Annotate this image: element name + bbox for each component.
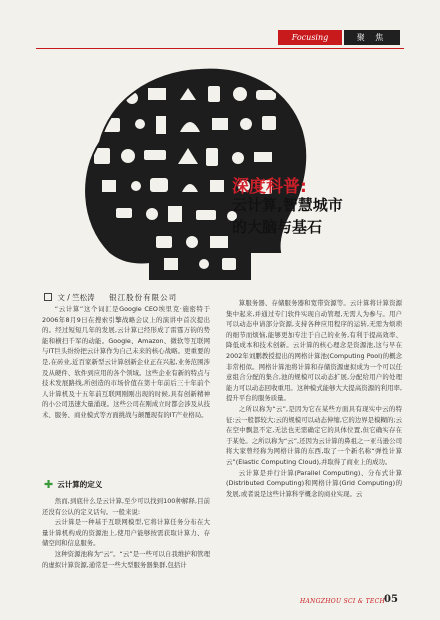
section-heading-text: 云计算的定义 bbox=[57, 480, 103, 489]
article-kicker: 深度科普: bbox=[232, 177, 307, 197]
article-title-line1: 云计算,智慧城市 bbox=[232, 196, 343, 214]
paragraph: 之所以称为“云”,是因为它在某些方面具有现实中云的特征:云一般都较大;云的规模可以动态伸缩,它的边界是模糊的;云在空中飘忽不定,无法也无需确定它的具体位置,但它确实存在于某处。之所以称为“云”,还因为云计算的鼻祖之一亚马逊公司将大家曾经称为网格计算的东西,取了一个新名称“弹性计算云”(Elastic Computing Cloud),并取得了商业上的成功。 bbox=[226, 404, 402, 466]
byline-author: 文 / 竺松涛 bbox=[57, 293, 95, 302]
paragraph: 算服务器、存储服务器和宽带资源等。云计算将计算资源集中起来,并通过专门软件实现自动管理,无需人为参与。用户可以动态申请部分资源,支持各种应用程序的运转,无需为烦琐的细节而烦恼,能够更加专注于自己的业务,有利于提高效率、降低成本和技术创新。云计算的核心理念是资源池,这与早在2002年刘鹏教授提出的网格计算池(Computing Pool)的概念非常相似。网格计算池将计算和存储资源虚拟成为一个可以任意组合分配的集合,池的规模可以动态扩展,分配给用户的处理能力可以动态回收重用。这种模式能够大大提高资源的利用率,提升平台的服务质量。 bbox=[226, 299, 402, 403]
right-column bbox=[226, 298, 402, 499]
article-title-line2: 的大脑与基石 bbox=[232, 218, 323, 236]
paragraph: 这种资源池称为“云”。“云”是一些可以自我维护和管理的虚拟计算资源,通常是一些大型服务器集群,包括计 bbox=[42, 549, 210, 569]
paragraph: “云计算”这个词汇是Google CEO埃里克·施密特于2006年8月9日在搜索引擎战略会议上的演讲中首次提出的。经过短短几年的发展,云计算已经形成了雷霆万钧的势能和横扫千军的动能。Google、Amazon、微软等互联网与IT巨头纷纷把云计算作为自己未来的核心战略。更重要的是,在砖业,近百家新型云计算创新企业正在兴起,业务范围涉及从硬件、软件到应用的各个领域。这些企业有新的特点与技术发展路线,所创造的市场价值在第十年前后三十年前个人计算机及十五年前互联网刚刚出现的时候,具有创新精神的小公司迅速大量涌现。这些公司在刚成立时都会涉及从技术、服务、商业模式等方面挑战与颠覆现有的IT产业格局。 bbox=[42, 305, 210, 419]
paragraph: 云计算是并行计算(Parallel Computing)、分布式计算(Distributed Computing)和网格计算(Grid Computing)的发展,或者说是这些计算科学概念的商业实现。云 bbox=[226, 468, 402, 498]
section-heading bbox=[44, 478, 102, 491]
byline bbox=[44, 292, 177, 303]
paragraph: 然而,到底什么是云计算,至少可以找到100种解释,目前还没有公认的定义话句。一般来说: bbox=[42, 497, 210, 516]
left-column-bottom bbox=[42, 496, 210, 570]
plus-icon: ✚ bbox=[44, 478, 54, 491]
page-number: 05 bbox=[384, 594, 398, 605]
header-rule bbox=[36, 48, 404, 49]
square-bullet-icon bbox=[44, 293, 52, 301]
section-label-en: Focusing bbox=[278, 30, 342, 45]
byline-org: 银江股份有限公司 bbox=[109, 293, 178, 302]
section-label-cn: 聚 焦 bbox=[344, 30, 400, 45]
article-title bbox=[232, 194, 412, 238]
cloud-head-illustration bbox=[40, 52, 400, 280]
footer-magazine-name: HANGZHOU SCI & TECH bbox=[300, 598, 386, 605]
left-column-top bbox=[42, 304, 210, 421]
paragraph: 云计算是一种基于互联网模型,它将计算任务分布在大量计算机构成的资源池上,使用户能够按需获取计算力、存储空间和信息服务。 bbox=[42, 518, 210, 548]
